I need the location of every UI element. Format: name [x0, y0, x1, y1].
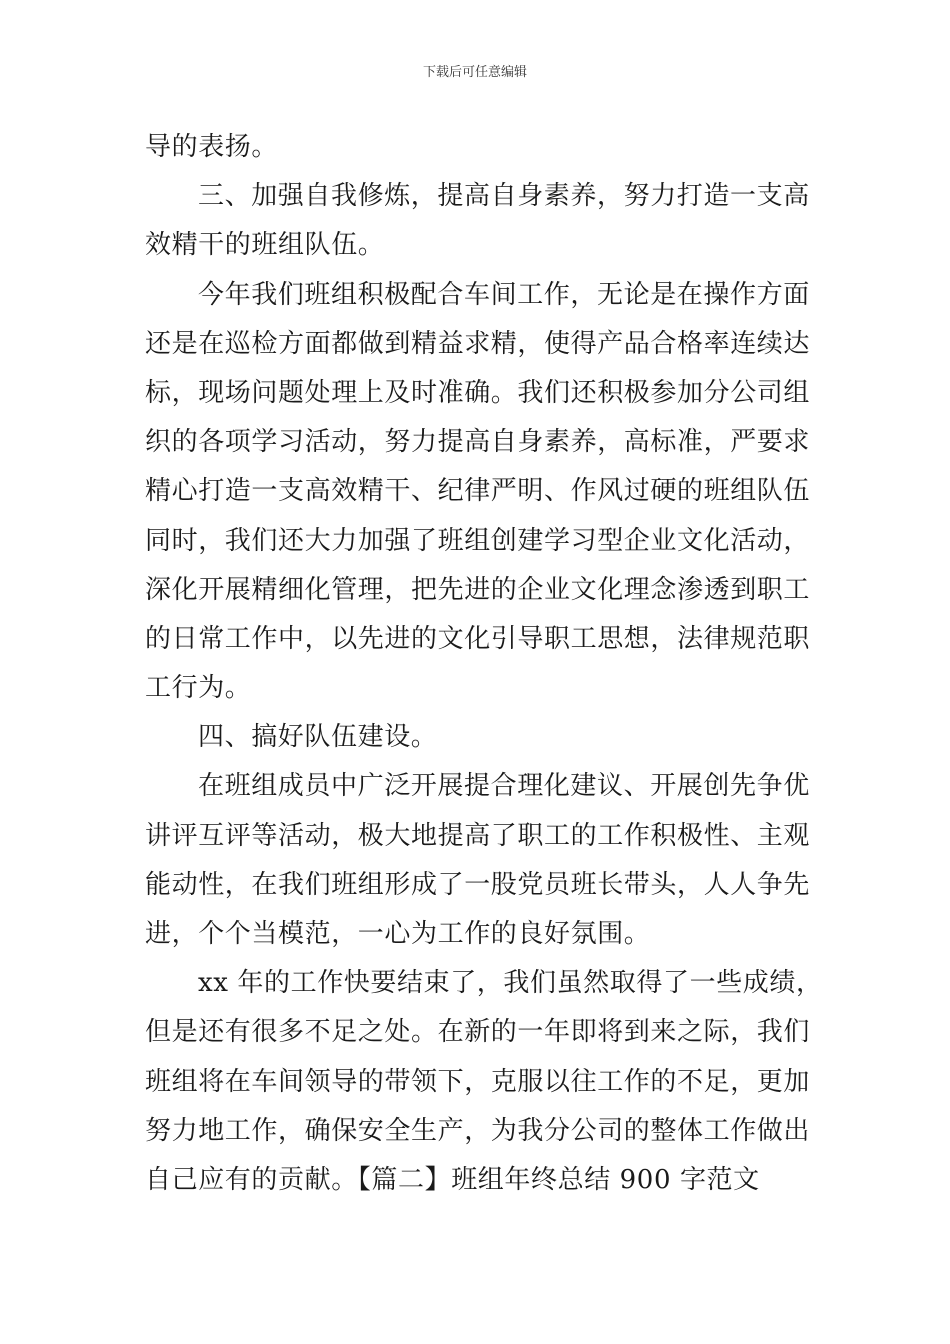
text-line: 能动性，在我们班组形成了一股党员班长带头，人人争先 — [145, 869, 811, 900]
text-line: 讲评互评等活动，极大地提高了职工的工作积极性、主观 — [145, 820, 811, 851]
text-line: 进，个个当模范，一心为工作的良好氛围。 — [145, 919, 651, 949]
text-line: 还是在巡检方面都做到精益求精，使得产品合格率连续达 — [145, 328, 811, 359]
text-line: 精心打造一支高效精干、纪律严明、作风过硬的班组队伍 — [145, 476, 811, 507]
section-heading: 四、搞好队伍建设。 — [198, 722, 438, 753]
text-line: 导的表扬。 — [145, 132, 279, 162]
document-body — [145, 123, 823, 1205]
text-line: 同时，我们还大力加强了班组创建学习型企业文化活动， — [145, 525, 811, 556]
paragraph-start: xx 年的工作快要结束了，我们虽然取得了一些成绩， — [198, 968, 823, 999]
text-line: 努力地工作，确保安全生产，为我分公司的整体工作做出 — [145, 1115, 811, 1146]
paragraph-start: 今年我们班组积极配合车间工作，无论是在操作方面 — [198, 279, 810, 310]
paragraph-start: 在班组成员中广泛开展提合理化建议、开展创先争优 — [198, 771, 810, 802]
text-line: 自己应有的贡献。【篇二】班组年终总结 900 字范文 — [145, 1164, 760, 1195]
text-line: 的日常工作中，以先进的文化引导职工思想，法律规范职 — [145, 623, 811, 654]
text-line: 工行为。 — [145, 673, 252, 704]
text-line: 织的各项学习活动，努力提高自身素养，高标准，严要求 — [145, 427, 811, 458]
text-line: 深化开展精细化管理，把先进的企业文化理念渗透到职工 — [145, 574, 811, 605]
text-line: 标，现场问题处理上及时准确。我们还积极参加分公司组 — [145, 377, 811, 408]
text-line: 效精干的班组队伍。 — [145, 230, 385, 261]
page-header: 下载后可任意编辑 — [422, 65, 527, 80]
text-line: 但是还有很多不足之处。在新的一年即将到来之际，我们 — [145, 1017, 811, 1048]
section-heading: 三、加强自我修炼，提高自身素养，努力打造一支高 — [198, 181, 810, 212]
text-line: 班组将在车间领导的带领下，克服以往工作的不足，更加 — [145, 1066, 811, 1097]
